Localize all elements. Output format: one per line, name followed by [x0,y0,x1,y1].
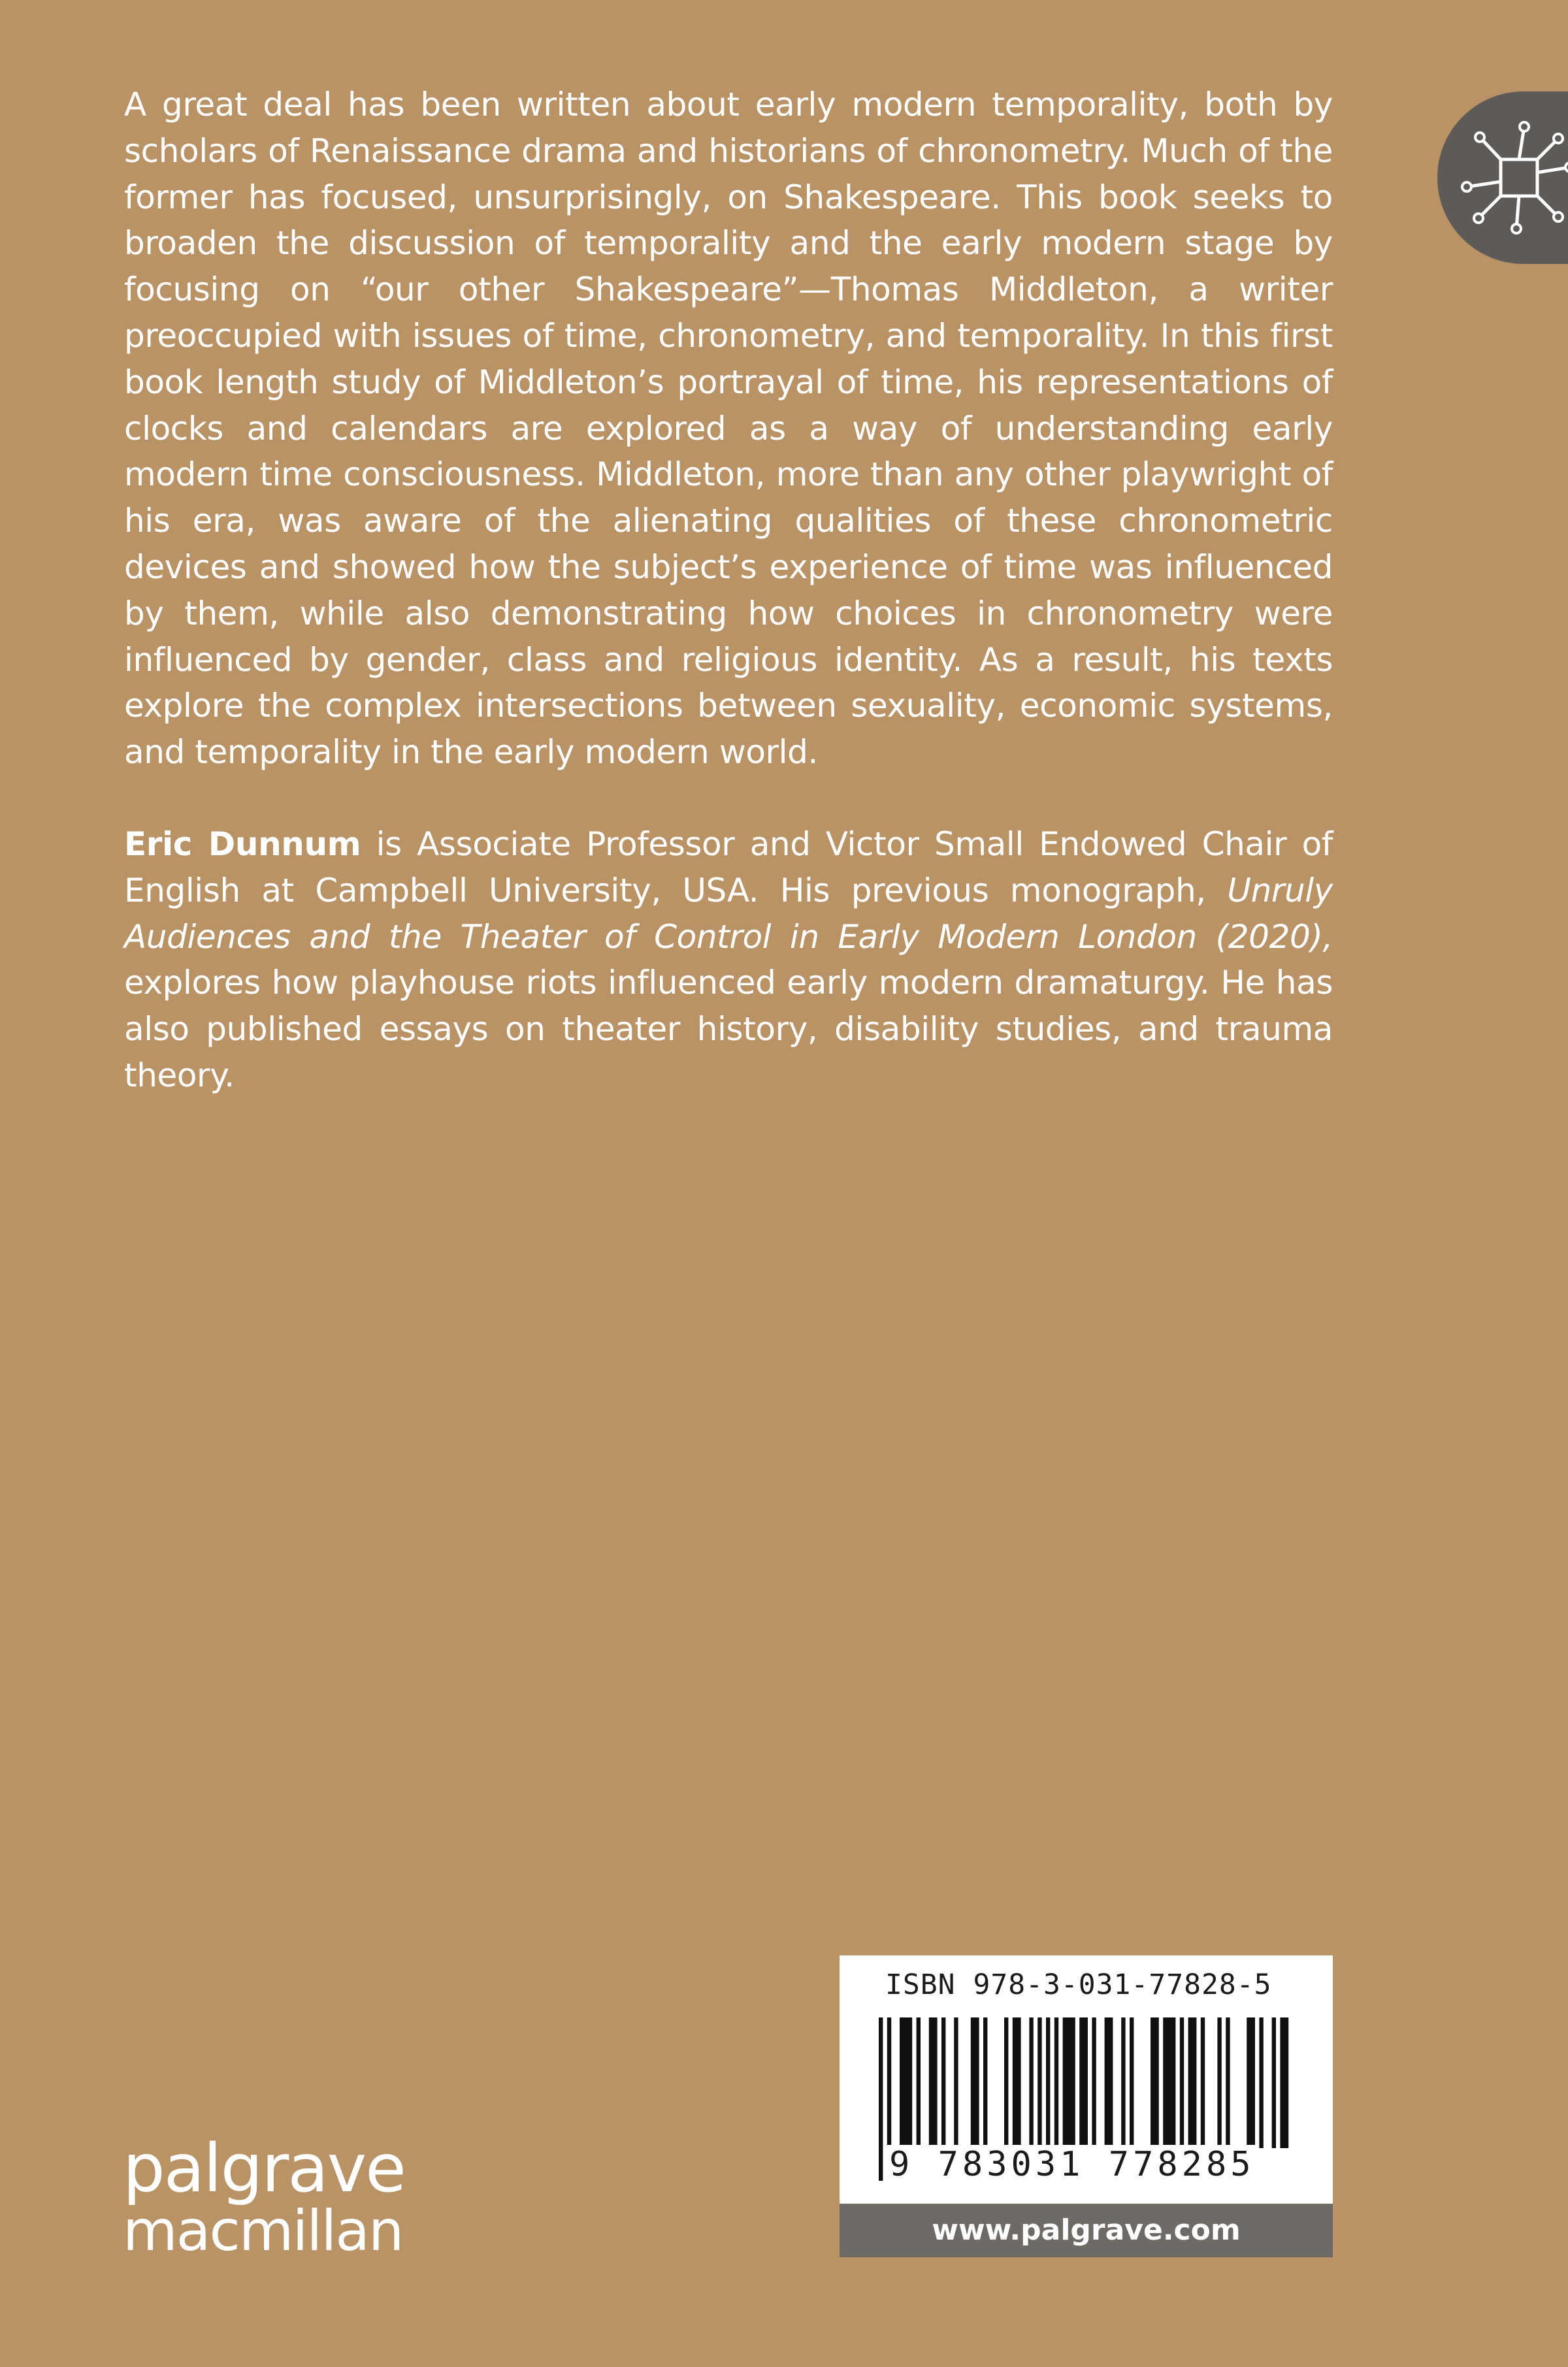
barcode-bar [941,2017,945,2148]
barcode-bar [1037,2017,1041,2148]
barcode-bar [1217,2017,1221,2148]
publisher-name-line2: macmillan [123,2198,403,2264]
barcode-bar [954,2017,958,2148]
barcode-bar [1280,2017,1288,2148]
logo-tab [1437,91,1568,264]
barcode-bar [879,2017,883,2181]
barcode-bar [1046,2017,1050,2148]
barcode-bar [983,2017,987,2148]
back-cover-text [124,82,1333,1099]
barcode-bar [1188,2017,1197,2148]
palgrave-circuit-logo-icon [1460,119,1568,237]
author-bio-part2: explores how playhouse riots influenced early modern dramaturgy. He has also published essays on theater history, disability studies, and trauma theory. [124,964,1333,1094]
barcode-bar [1180,2017,1184,2148]
barcode-bar [1201,2017,1205,2148]
barcode-bar [1079,2017,1088,2148]
barcode-bar [1130,2017,1134,2148]
barcode-bar [1063,2017,1075,2148]
website-url: www.palgrave.com [840,2204,1333,2257]
previous-book-title: Unruly Audiences and the Theater of Control in Early Modern London (2020), [124,871,1333,956]
barcode-bar [1054,2017,1058,2148]
barcode-bar [1259,2017,1263,2148]
barcode-bar [1151,2017,1159,2148]
barcode-bar [1163,2017,1175,2148]
barcode-bar [1226,2017,1230,2148]
barcode-bar [917,2017,921,2148]
barcode-bar [1013,2017,1021,2148]
book-description: A great deal has been written about early modern temporality, both by scholars of Renaissance drama and historians of chronometry. Much of the former has focused, unsurprisingly, on Shakespeare. This book seeks to broaden the discussion of temporality and the early modern stage by focusing on “our other Shakespeare”—Thomas Middleton, a writer preoccupied with issues of time, chronometry, and temporality. In this first book length study of Middleton’s portrayal of time, his representations of clocks and calendars are explored as a way of understanding early modern time consciousness. Middleton, more than any other playwright of his era, was aware of the alienating qualities of these chronometric devices and showed how the subject’s experience of time was influenced by them, while also demonstrating how choices in chronometry were influenced by gender, class and religious identity. As a result, his texts explore the complex intersections between sexuality, economic systems, and temporality in the early modern world. [124,86,1333,772]
barcode-bar [1121,2017,1125,2148]
author-bio-part1: is Associate Professor and Victor Small Endowed Chair of English at Campbell University, USA. His previous monograph, [124,824,1333,909]
isbn-text: ISBN 978-3-031-77828-5 [885,1968,1272,2001]
barcode-bar [1247,2017,1255,2148]
barcode-bar [1004,2017,1008,2148]
barcode-bar [900,2017,912,2148]
publisher-logo [123,2130,405,2264]
barcode-bar [1272,2017,1276,2148]
barcode-digits: 9 783031 778285 [887,2145,1258,2184]
publisher-name-line1: palgrave [123,2130,405,2208]
barcode-panel [840,1955,1333,2204]
author-name: Eric Dunnum [124,824,361,863]
author-bio [124,821,1333,1099]
barcode-bar [1029,2017,1033,2148]
barcode-bar [929,2017,938,2148]
barcode-bar [971,2017,979,2148]
